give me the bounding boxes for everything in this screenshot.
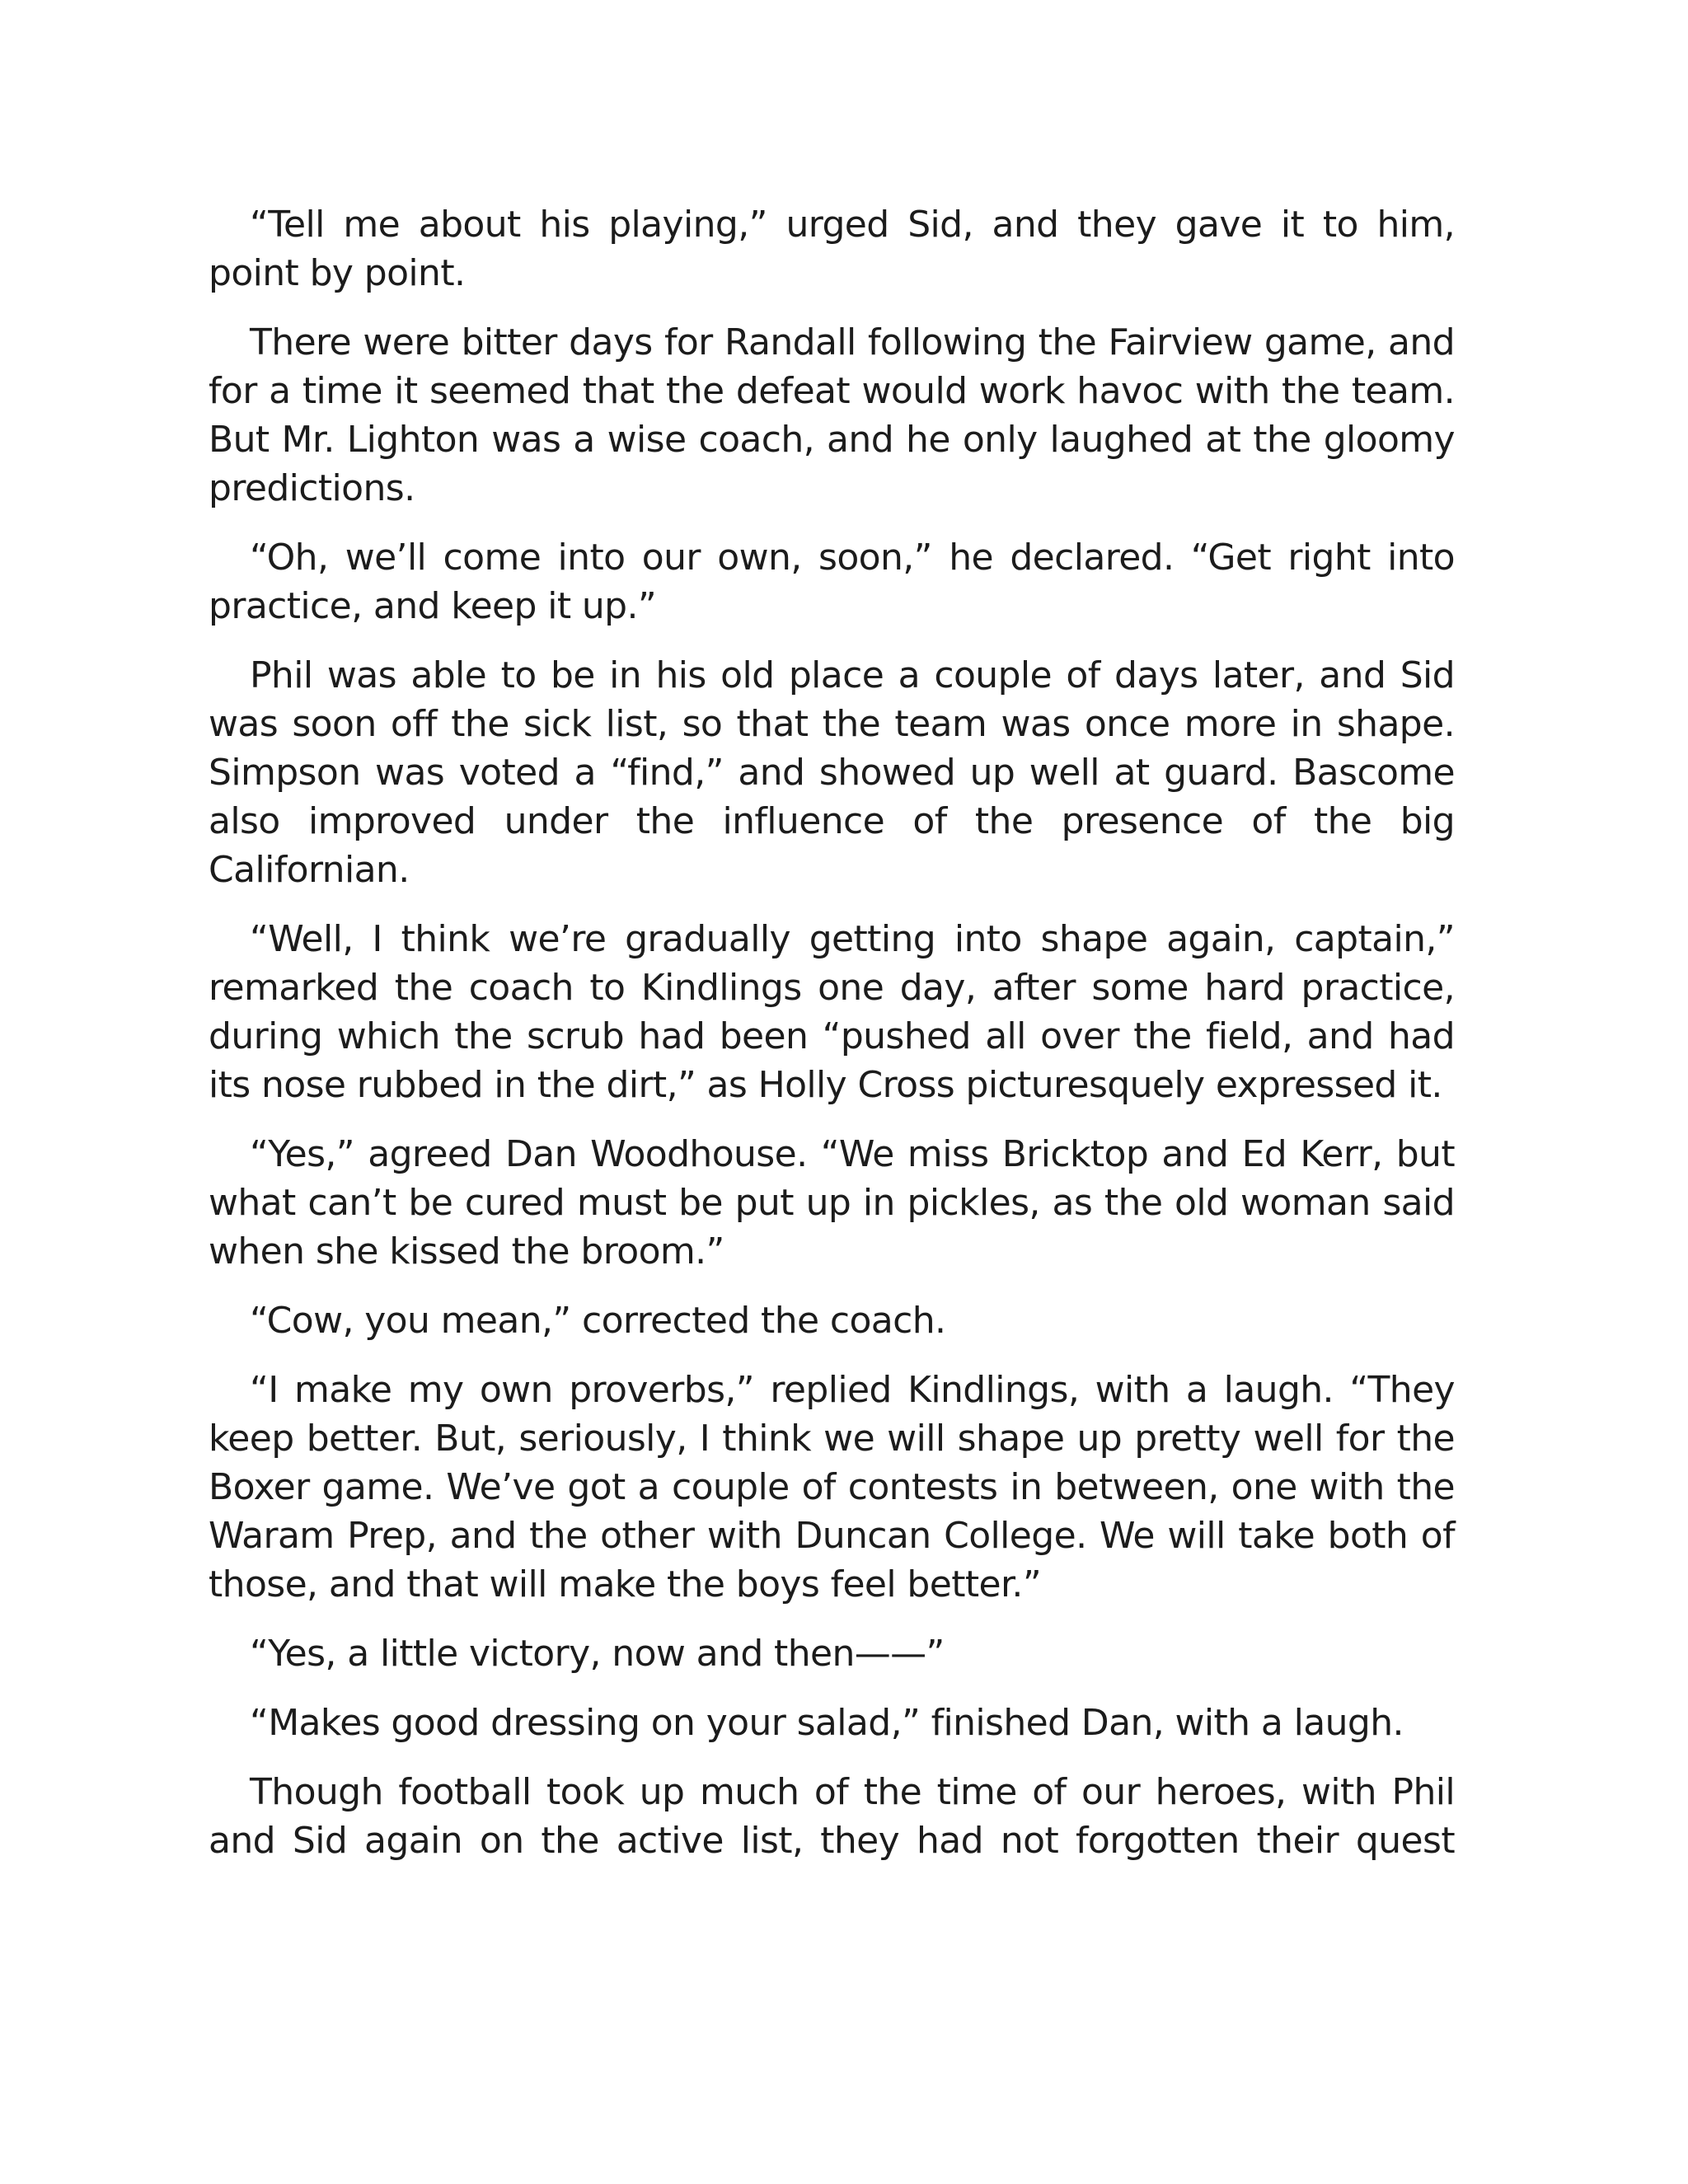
paragraph: “Yes, a little victory, now and then——” — [250, 1633, 945, 1675]
paragraph: There were bitter days for Randall following the Fairview game, and for a time it seemed that the defeat would work havoc with the team. But Mr. Lighton was a wise coach, and he only laughed at the gloomy predictions. — [209, 321, 1455, 509]
paragraph: “Cow, you mean,” corrected the coach. — [250, 1300, 946, 1342]
page-text — [209, 200, 1455, 1886]
paragraph: “Makes good dressing on your salad,” finished Dan, with a laugh. — [250, 1702, 1404, 1744]
paragraph: “Yes,” agreed Dan Woodhouse. “We miss Bricktop and Ed Kerr, but what can’t be cured must be put up in pickles, as the old woman said when she kissed the broom.” — [209, 1133, 1455, 1272]
paragraph: Though football took up much of the time of our heroes, with Phil and Sid again on the active list, they had not forgotten their quest — [209, 1771, 1455, 1862]
paragraph: “I make my own proverbs,” replied Kindlings, with a laugh. “They keep better. But, seriously, I think we will shape up pretty well for the Boxer game. We’ve got a couple of contests in between, one with the Waram Prep, and the other with Duncan College. We will take both of those, and that will make the boys feel better.” — [209, 1369, 1455, 1605]
paragraph: “Well, I think we’re gradually getting into shape again, captain,” remarked the coach to Kindlings one day, after some hard practice, during which the scrub had been “pushed all over the field, and had its nose rubbed in the dirt,” as Holly Cross picturesquely expressed it. — [209, 918, 1455, 1106]
paragraph: “Oh, we’ll come into our own, soon,” he declared. “Get right into practice, and keep it up.” — [209, 537, 1455, 627]
paragraph: Phil was able to be in his old place a couple of days later, and Sid was soon off the sick list, so that the team was once more in shape. Simpson was voted a “find,” and showed up well at guard. Bascome also improved under the influence of the presence of the big Californian. — [209, 654, 1455, 891]
paragraph: “Tell me about his playing,” urged Sid, and they gave it to him, point by point. — [209, 204, 1455, 294]
